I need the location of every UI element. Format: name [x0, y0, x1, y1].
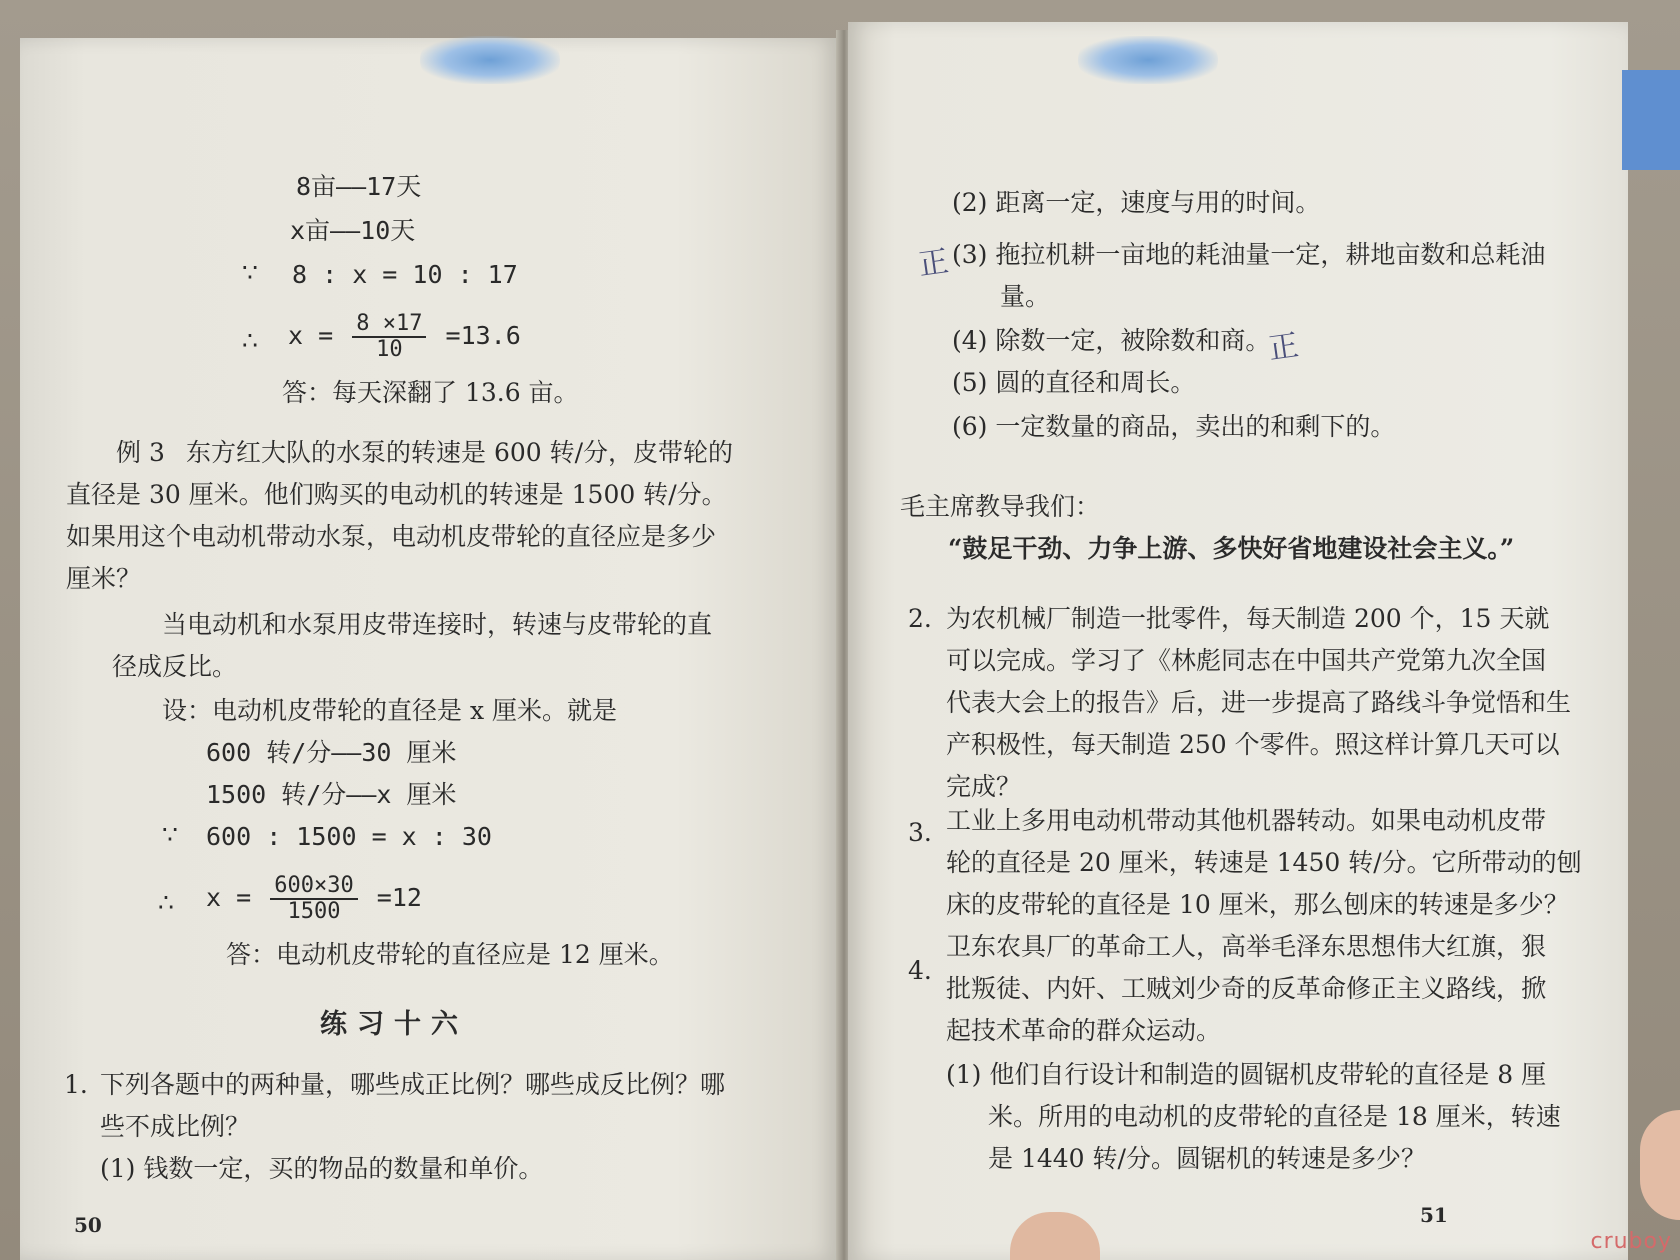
solution-line: 600 转/分——30 厘米 [206, 738, 457, 767]
equation-prefix: x = [288, 321, 334, 350]
question-line: 起技术革命的群众运动。 [946, 1016, 1222, 1045]
quote-text: “鼓足干劲、力争上游、多快好省地建设社会主义。” [948, 534, 1515, 563]
question-line: 产积极性，每天制造 250 个零件。照这样计算几天可以 [946, 730, 1560, 759]
question-number: 4. [908, 956, 932, 985]
question-number: 1. [64, 1070, 88, 1099]
solution-line: 1500 转/分——x 厘米 [206, 780, 457, 809]
solution-line: 设：电动机皮带轮的直径是 x 厘米。就是 [162, 696, 617, 725]
quote-intro: 毛主席教导我们： [900, 492, 1101, 521]
question-subitem: 是 1440 转/分。圆锯机的转速是多少？ [988, 1144, 1426, 1173]
thumb [1640, 1110, 1680, 1220]
equation-result: =13.6 [445, 321, 521, 350]
question-line: 为农机械厂制造一批零件，每天制造 200 个，15 天就 [946, 604, 1550, 633]
question-number: 3. [908, 818, 932, 847]
question-subitem: (2) 距离一定，速度与用的时间。 [952, 188, 1321, 217]
fraction [352, 312, 426, 362]
question-line: 下列各题中的两种量，哪些成正比例？哪些成反比例？哪 [100, 1070, 726, 1099]
page-number: 51 [1420, 1203, 1448, 1227]
solution-line: 径成反比。 [112, 652, 238, 681]
question-subitem: (5) 圆的直径和周长。 [952, 368, 1196, 397]
question-line: 批叛徒、内奸、工贼刘少奇的反革命修正主义路线，掀 [946, 974, 1547, 1003]
therefore-symbol: ∴ [242, 326, 258, 355]
page-number: 50 [74, 1213, 102, 1237]
question-subitem: 量。 [1000, 282, 1051, 311]
paragraph-line: 厘米？ [66, 564, 142, 593]
paragraph-line: 直径是 30 厘米。他们购买的电动机的转速是 1500 转/分。 [66, 480, 727, 509]
question-line: 完成？ [946, 772, 1022, 801]
fraction-equation [288, 312, 521, 362]
calc-line: 8 : x = 10 : 17 [292, 260, 518, 289]
question-line: 可以完成。学习了《林彪同志在中国共产党第九次全国 [946, 646, 1547, 675]
pencil-mark: 正 [1266, 328, 1301, 367]
watermark: cruboy [1590, 1229, 1672, 1254]
question-line: 工业上多用电动机带动其他机器转动。如果电动机皮带 [946, 806, 1547, 835]
left-page [20, 38, 840, 1260]
fraction-equation [206, 874, 422, 924]
fraction-denominator: 10 [376, 337, 403, 362]
equation-result: =12 [376, 883, 422, 912]
blue-tab [1622, 70, 1680, 170]
question-subitem: 米。所用的电动机的皮带轮的直径是 18 厘米，转速 [988, 1102, 1561, 1131]
fraction-numerator: 600×30 [270, 874, 357, 900]
solution-line: 当电动机和水泵用皮带连接时，转速与皮带轮的直 [162, 610, 713, 639]
tape-mark [420, 36, 560, 84]
question-subitem: (4) 除数一定，被除数和商。 [952, 326, 1271, 355]
question-subitem: (1) 钱数一定，买的物品的数量和单价。 [100, 1154, 544, 1183]
calc-line: 8亩——17天 [296, 172, 422, 201]
exercise-heading: 练习十六 [320, 1009, 468, 1040]
paragraph-line: 东方红大队的水泵的转速是 600 转/分，皮带轮的 [186, 438, 734, 467]
example-label: 例 3 [116, 438, 165, 467]
therefore-symbol: ∴ [158, 888, 174, 917]
question-line: 床的皮带轮的直径是 10 厘米，那么刨床的转速是多少？ [946, 890, 1569, 919]
because-symbol: ∵ [242, 258, 258, 287]
solution-line: 600 : 1500 = x : 30 [206, 822, 492, 851]
question-line: 卫东农具厂的革命工人，高举毛泽东思想伟大红旗，狠 [946, 932, 1547, 961]
answer-text: 答：每天深翻了 13.6 亩。 [282, 378, 579, 407]
equation-prefix: x = [206, 883, 252, 912]
paragraph-line: 如果用这个电动机带动水泵，电动机皮带轮的直径应是多少 [66, 522, 717, 551]
because-symbol: ∵ [162, 820, 178, 849]
answer-text: 答：电动机皮带轮的直径应是 12 厘米。 [226, 940, 674, 969]
question-number: 2. [908, 604, 932, 633]
question-line: 代表大会上的报告》后，进一步提高了路线斗争觉悟和生 [946, 688, 1572, 717]
calc-line: x亩——10天 [290, 216, 416, 245]
fraction-numerator: 8 ×17 [352, 312, 426, 338]
tape-mark [1078, 36, 1218, 84]
fraction-denominator: 1500 [287, 899, 341, 924]
fraction [270, 874, 357, 924]
question-line: 轮的直径是 20 厘米，转速是 1450 转/分。它所带动的刨 [946, 848, 1582, 877]
pencil-mark: 正 [916, 244, 951, 283]
question-subitem: (6) 一定数量的商品，卖出的和剩下的。 [952, 412, 1396, 441]
question-subitem: (1) 他们自行设计和制造的圆锯机皮带轮的直径是 8 厘 [946, 1060, 1547, 1089]
question-line: 些不成比例？ [100, 1112, 251, 1141]
right-page [848, 22, 1628, 1260]
question-subitem: (3) 拖拉机耕一亩地的耗油量一定，耕地亩数和总耗油 [952, 240, 1546, 269]
